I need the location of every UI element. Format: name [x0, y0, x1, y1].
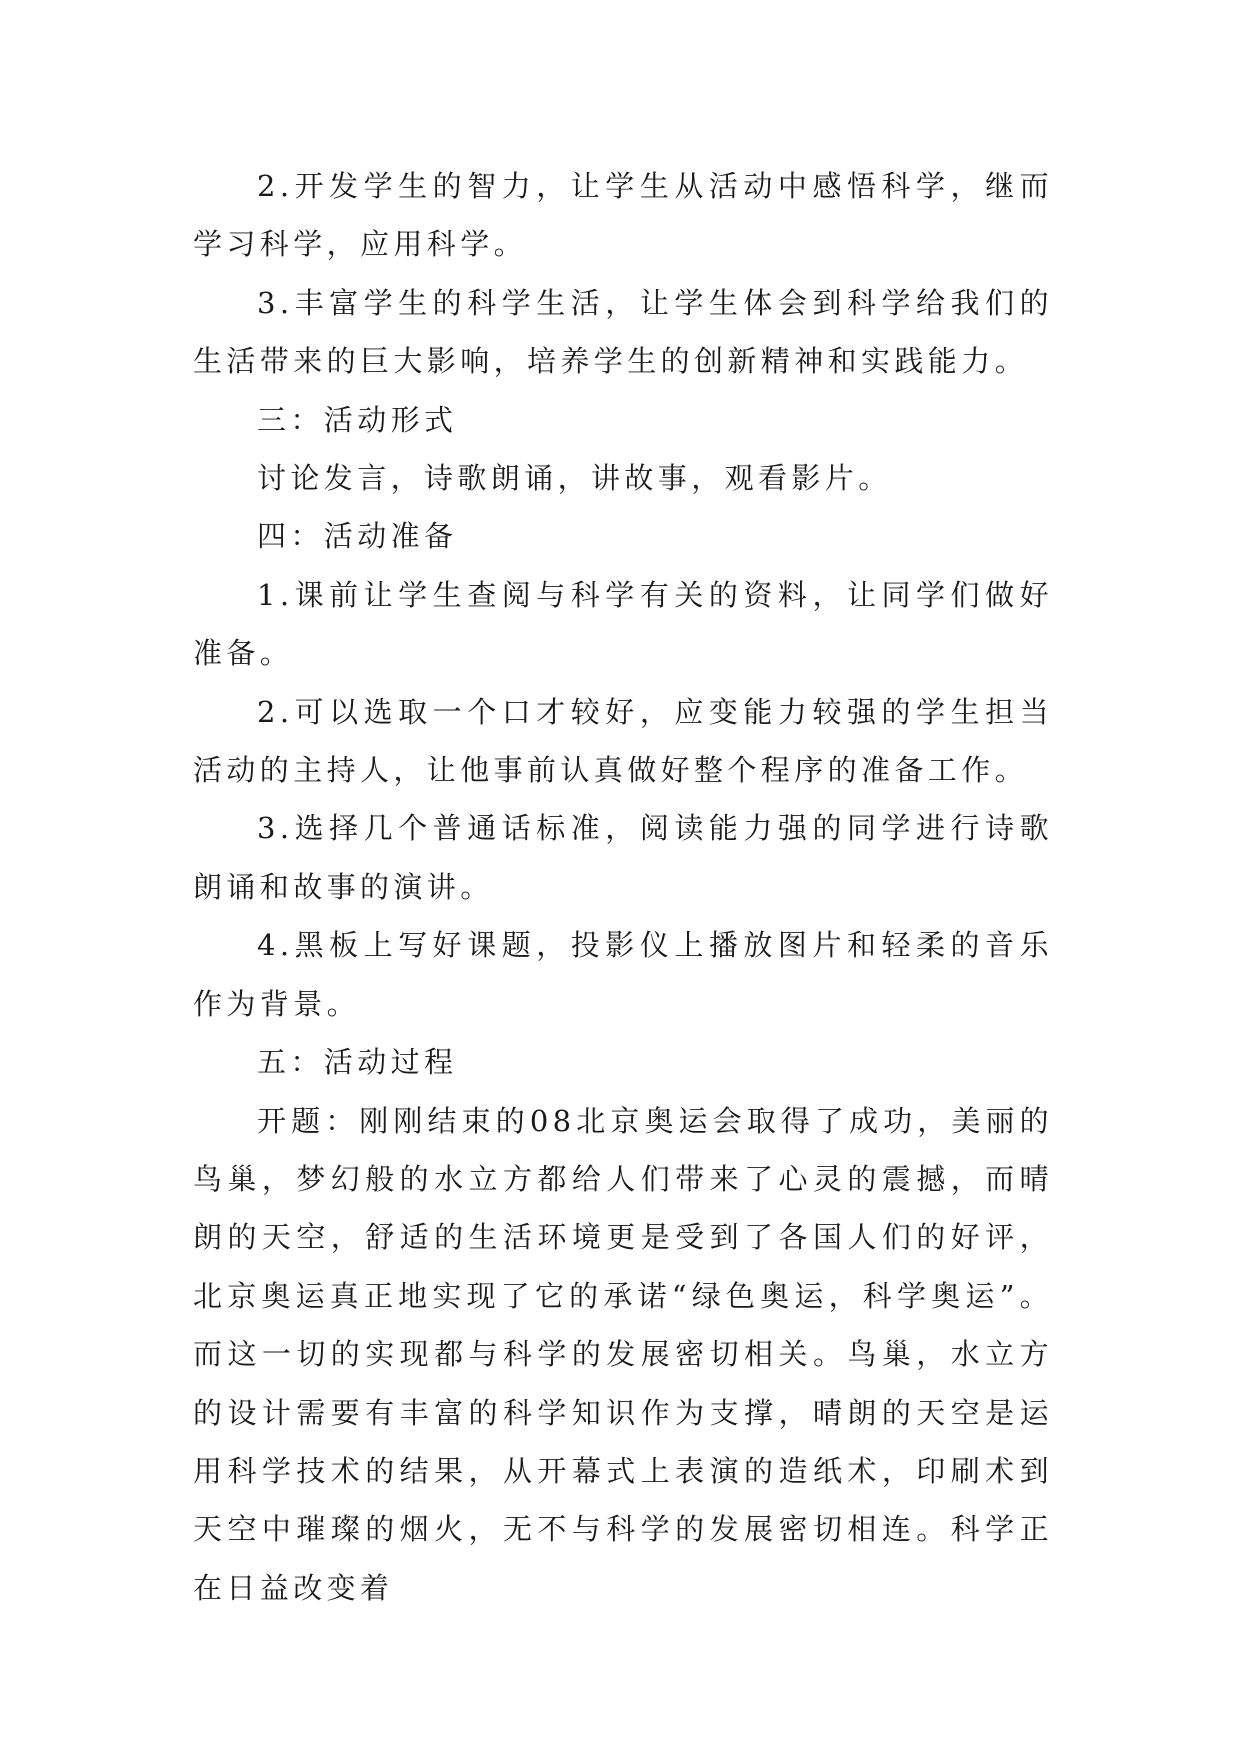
section-heading-activity-form: 三：活动形式 — [257, 402, 458, 437]
paragraph-goal-2: 2.开发学生的智力，让学生从活动中感悟科学，继而学习科学，应用科学。 — [193, 169, 1053, 262]
paragraph-preparation-2: 2.可以选取一个口才较好，应变能力较强的学生担当活动的主持人，让他事前认真做好整个程序的准备工作。 — [193, 694, 1053, 788]
document-body — [193, 157, 1053, 1617]
paragraph-preparation-3: 3.选择几个普通话标准，阅读能力强的同学进行诗歌朗诵和故事的演讲。 — [193, 811, 1053, 904]
paragraph-activity-form: 讨论发言，诗歌朗诵，讲故事，观看影片。 — [257, 461, 892, 496]
section-heading-activity-process: 五：活动过程 — [257, 1045, 458, 1080]
section-heading-activity-preparation: 四：活动准备 — [257, 519, 458, 554]
paragraph-goal-3: 3.丰富学生的科学生活，让学生体会到科学给我们的生活带来的巨大影响，培养学生的创新精神和实践能力。 — [193, 285, 1053, 379]
paragraph-opening: 开题：刚刚结束的08北京奥运会取得了成功，美丽的鸟巢，梦幻般的水立方都给人们带来了心灵的震撼，而晴朗的天空，舒适的生活环境更是受到了各国人们的好评，北京奥运真正地实现了它的承诺“绿色奥运，科学奥运”。而这一切的实现都与科学的发展密切相关。鸟巢，水立方的设计需要有丰富的科学知识作为支撑，晴朗的天空是运用科学技术的结果，从开幕式上表演的造纸术，印刷术到天空中璀璨的烟火，无不与科学的发展密切相连。科学正在日益改变着 — [193, 1103, 1053, 1605]
paragraph-preparation-4: 4.黑板上写好课题，投影仪上播放图片和轻柔的音乐作为背景。 — [193, 928, 1053, 1021]
paragraph-preparation-1: 1.课前让学生查阅与科学有关的资料，让同学们做好准备。 — [193, 577, 1053, 671]
